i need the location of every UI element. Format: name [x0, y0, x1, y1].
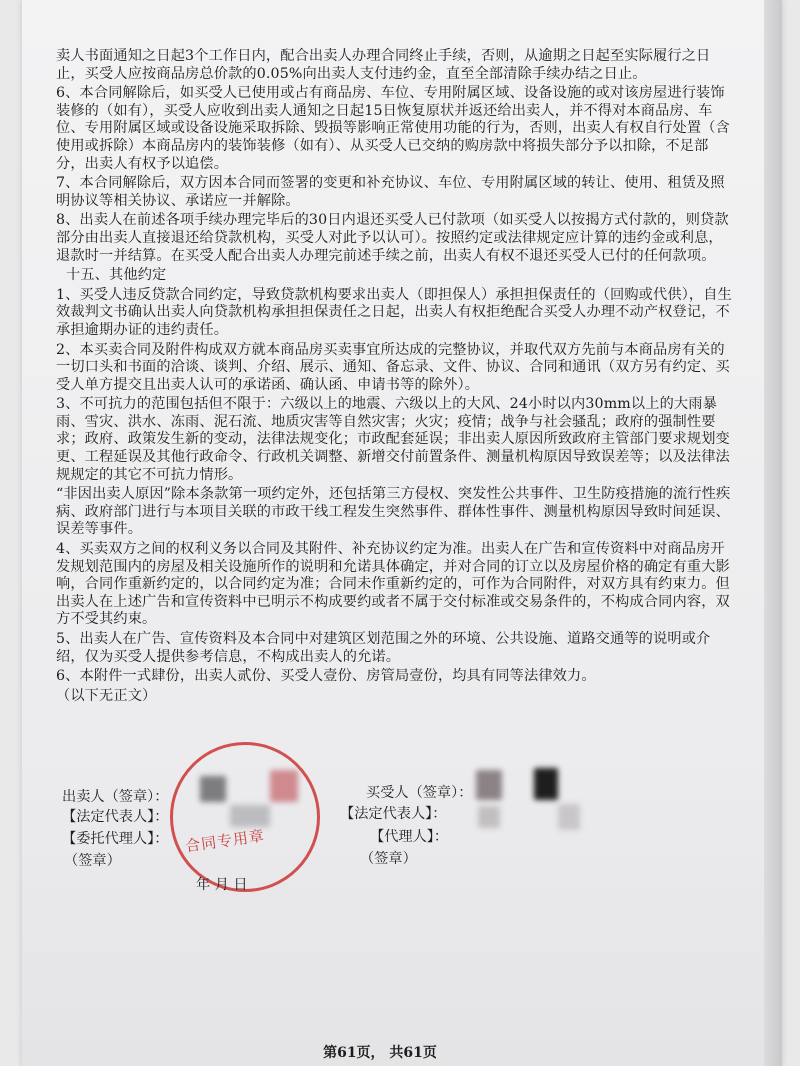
contract-body: [56, 48, 736, 707]
paragraph-other-3: 3、不可抗力的范围包括但不限于：六级以上的地震、六级以上的大风、24小时以内30mm以上的大雨暴雨、雪灾、洪水、冻雨、泥石流、地质灾害等自然灾害；火灾；疫情；战争与社会骚乱；政府的强制性要求；政府、政策发生新的变动，法律法规变化；市政配套延误；非出卖人原因所致政府主管部门要求规划变更、工程延误及其他行政命令、行政机关调整、新增交付前置条件、测量机构原因导致误差等；以及法律法规规定的其它不可抗力情形。: [56, 396, 730, 483]
seller-legal-rep-label: 【法定代表人】：: [62, 809, 169, 825]
redacted-buyer-agent: [558, 804, 580, 830]
seller-signature-label: 出卖人（签章）：: [62, 789, 169, 805]
redacted-buyer-rep: [478, 806, 500, 828]
seller-seal-label: （签章）: [64, 853, 121, 869]
paragraph-other-1: 1、买受人违反贷款合同约定，导致贷款机构要求出卖人（即担保人）承担担保责任的（回购或代供），自生效裁判文书确认出卖人向贷款机构承担担保责任之日起，出卖人有权拒绝配合买受人办理不动产权登记，不承担逾期办证的违约责任。: [56, 286, 732, 338]
buyer-signature-label: 买受人（签章）：: [366, 785, 473, 801]
redacted-seller-mark: [270, 770, 298, 802]
paragraph-non-seller-cause: “非因出卖人原因”除本条款第一项约定外，还包括第三方侵权、突发性公共事件、卫生防疫措施的流行性疾病、政府部门进行与本项目关联的市政干线工程发生突然事件、群体性事件、测量机构原因导致时间延误、误差等事件。: [56, 486, 731, 538]
paragraph-other-2: 2、本买卖合同及附件构成双方就本商品房买卖事宜所达成的完整协议，并取代双方先前与本商品房有关的一切口头和书面的洽谈、谈判、介绍、展示、通知、备忘录、文件、协议、合同和通讯（双方另有约定、买受人单方提交且出卖人认可的承诺函、确认函、申请书等的除外）。: [56, 341, 730, 393]
buyer-seal-label: （签章）: [360, 851, 417, 867]
signing-date: 年 月 日: [196, 877, 248, 893]
paragraph-other-5: 5、出卖人在广告、宣传资料及本合同中对建筑区划范围之外的环境、公共设施、道路交通等的说明或介绍，仅为买受人提供参考信息，不构成出卖人的允诺。: [56, 631, 711, 665]
seller-agent-label: 【委托代理人】：: [62, 831, 169, 847]
paragraph-item-6: 6、本合同解除后，如买受人已使用或占有商品房、车位、专用附属区域、设备设施的或对该房屋进行装饰装修的（如有），买受人应收到出卖人通知之日起15日恢复原状并返还给出卖人，并不得对本商品房、车位、专用附属区域或设备设施采取拆除、毁损等影响正常使用功能的行为，否则，出卖人有权自行处置（含使用或拆除）本商品房内的装饰装修（如有）、从买受人已交纳的购房款中将损失部分予以扣除，不足部分，出卖人有权予以追偿。: [56, 85, 730, 172]
paragraph-item-8: 8、出卖人在前述各项手续办理完毕后的30日内退还买受人已付款项（如买受人以按揭方式付款的，则贷款部分由出卖人直接退还给贷款机构，买受人对此予以认可）。按照约定或法律规定应计算的违约金或利息，退款时一并结算。在买受人配合出卖人办理完前述手续之前，出卖人有权不退还买受人已付的任何款项。: [56, 212, 729, 264]
redacted-seller-name: [200, 776, 226, 802]
no-further-text: （以下无正文）: [56, 687, 157, 704]
redacted-buyer-name: [476, 770, 502, 800]
paragraph-continuation: 卖人书面通知之日起3个工作日内，配合出卖人办理合同终止手续，否则，从逾期之日起至实际履行之日止，买受人应按商品房总价款的0.05%向出卖人支付违约金，直至全部清除手续办结之日止。: [56, 48, 711, 82]
seal-text: 合同专用章: [184, 826, 266, 856]
paragraph-other-6: 6、本附件一式肆份，出卖人贰份、买受人壹份、房管局壹份，均具有同等法律效力。: [56, 668, 596, 685]
redacted-buyer-mark: [534, 768, 558, 800]
redacted-seller-rep: [230, 805, 270, 827]
page-number-footer: 第61页， 共61页: [323, 1045, 437, 1061]
paragraph-item-7: 7、本合同解除后，双方因本合同而签署的变更和补充协议、车位、专用附属区域的转让、使用、租赁及照明协议等相关协议、承诺应一并解除。: [56, 175, 725, 209]
section-heading-other-terms: 十五、其他约定: [66, 267, 167, 284]
paper-edge-shadow: [764, 0, 782, 1066]
paragraph-other-4: 4、买卖双方之间的权利义务以合同及其附件、补充协议约定为准。出卖人在广告和宣传资料中对商品房开发规划范围内的房屋及相关设施所作的说明和允诺具体确定，并对合同的订立以及房屋价格的确定有重大影响，合同作重新约定的，以合同约定为准；合同未作重新约定的，可作为合同附件，对双方具有约束力。但出卖人在上述广告和宣传资料中已明示不构成要约或者不属于交付标准或交易条件的，不构成合同内容，双方不受其约束。: [56, 541, 730, 628]
buyer-legal-rep-label: 【法定代表人】：: [340, 806, 447, 822]
buyer-agent-label: 【代理人】：: [370, 829, 449, 845]
